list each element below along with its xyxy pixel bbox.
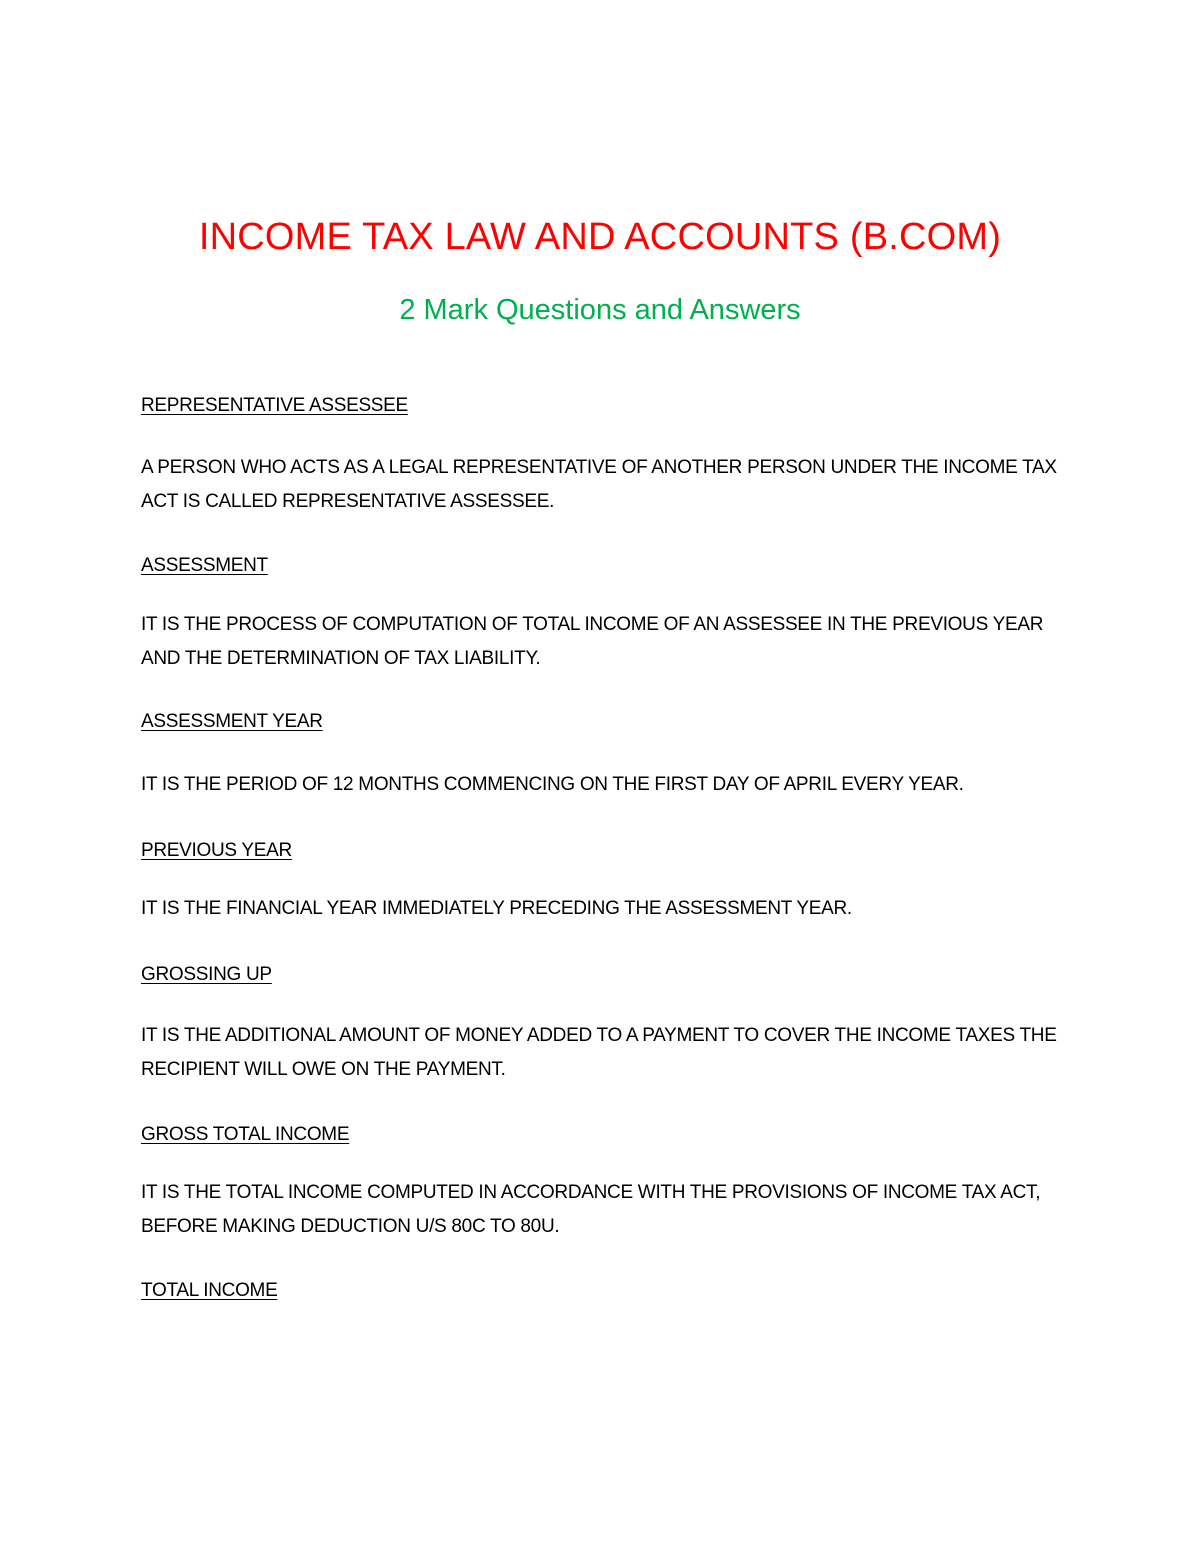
- document-title: INCOME TAX LAW AND ACCOUNTS (B.COM): [198, 216, 1002, 258]
- section-answer-assessment-year: IT IS THE PERIOD OF 12 MONTHS COMMENCING ON THE FIRST DAY OF APRIL EVERY YEAR.: [141, 774, 964, 795]
- section-heading-gross-total-income: GROSS TOTAL INCOME: [141, 1124, 350, 1145]
- section-heading-total-income: TOTAL INCOME: [141, 1280, 278, 1301]
- section-heading-assessment: ASSESSMENT: [141, 555, 268, 576]
- section-heading-assessment-year: ASSESSMENT YEAR: [141, 711, 323, 732]
- section-heading-grossing-up: GROSSING UP: [141, 964, 272, 985]
- section-answer-assessment: IT IS THE PROCESS OF COMPUTATION OF TOTAL INCOME OF AN ASSESSEE IN THE PREVIOUS YEAR AND THE DETERMINATION OF TAX LIABILITY.: [141, 614, 1044, 669]
- section-answer-representative-assessee: A PERSON WHO ACTS AS A LEGAL REPRESENTATIVE OF ANOTHER PERSON UNDER THE INCOME TAX ACT IS CALLED REPRESENTATIVE ASSESSEE.: [141, 457, 1057, 512]
- section-answer-previous-year: IT IS THE FINANCIAL YEAR IMMEDIATELY PRECEDING THE ASSESSMENT YEAR.: [141, 898, 852, 919]
- document-subtitle: 2 Mark Questions and Answers: [399, 294, 801, 326]
- section-heading-representative-assessee: REPRESENTATIVE ASSESSEE: [141, 395, 408, 416]
- section-answer-gross-total-income: IT IS THE TOTAL INCOME COMPUTED IN ACCORDANCE WITH THE PROVISIONS OF INCOME TAX ACT, BEFORE MAKING DEDUCTION U/S 80C TO 80U.: [141, 1182, 1041, 1237]
- section-heading-previous-year: PREVIOUS YEAR: [141, 840, 292, 861]
- section-answer-grossing-up: IT IS THE ADDITIONAL AMOUNT OF MONEY ADDED TO A PAYMENT TO COVER THE INCOME TAXES THE RECIPIENT WILL OWE ON THE PAYMENT.: [141, 1025, 1057, 1080]
